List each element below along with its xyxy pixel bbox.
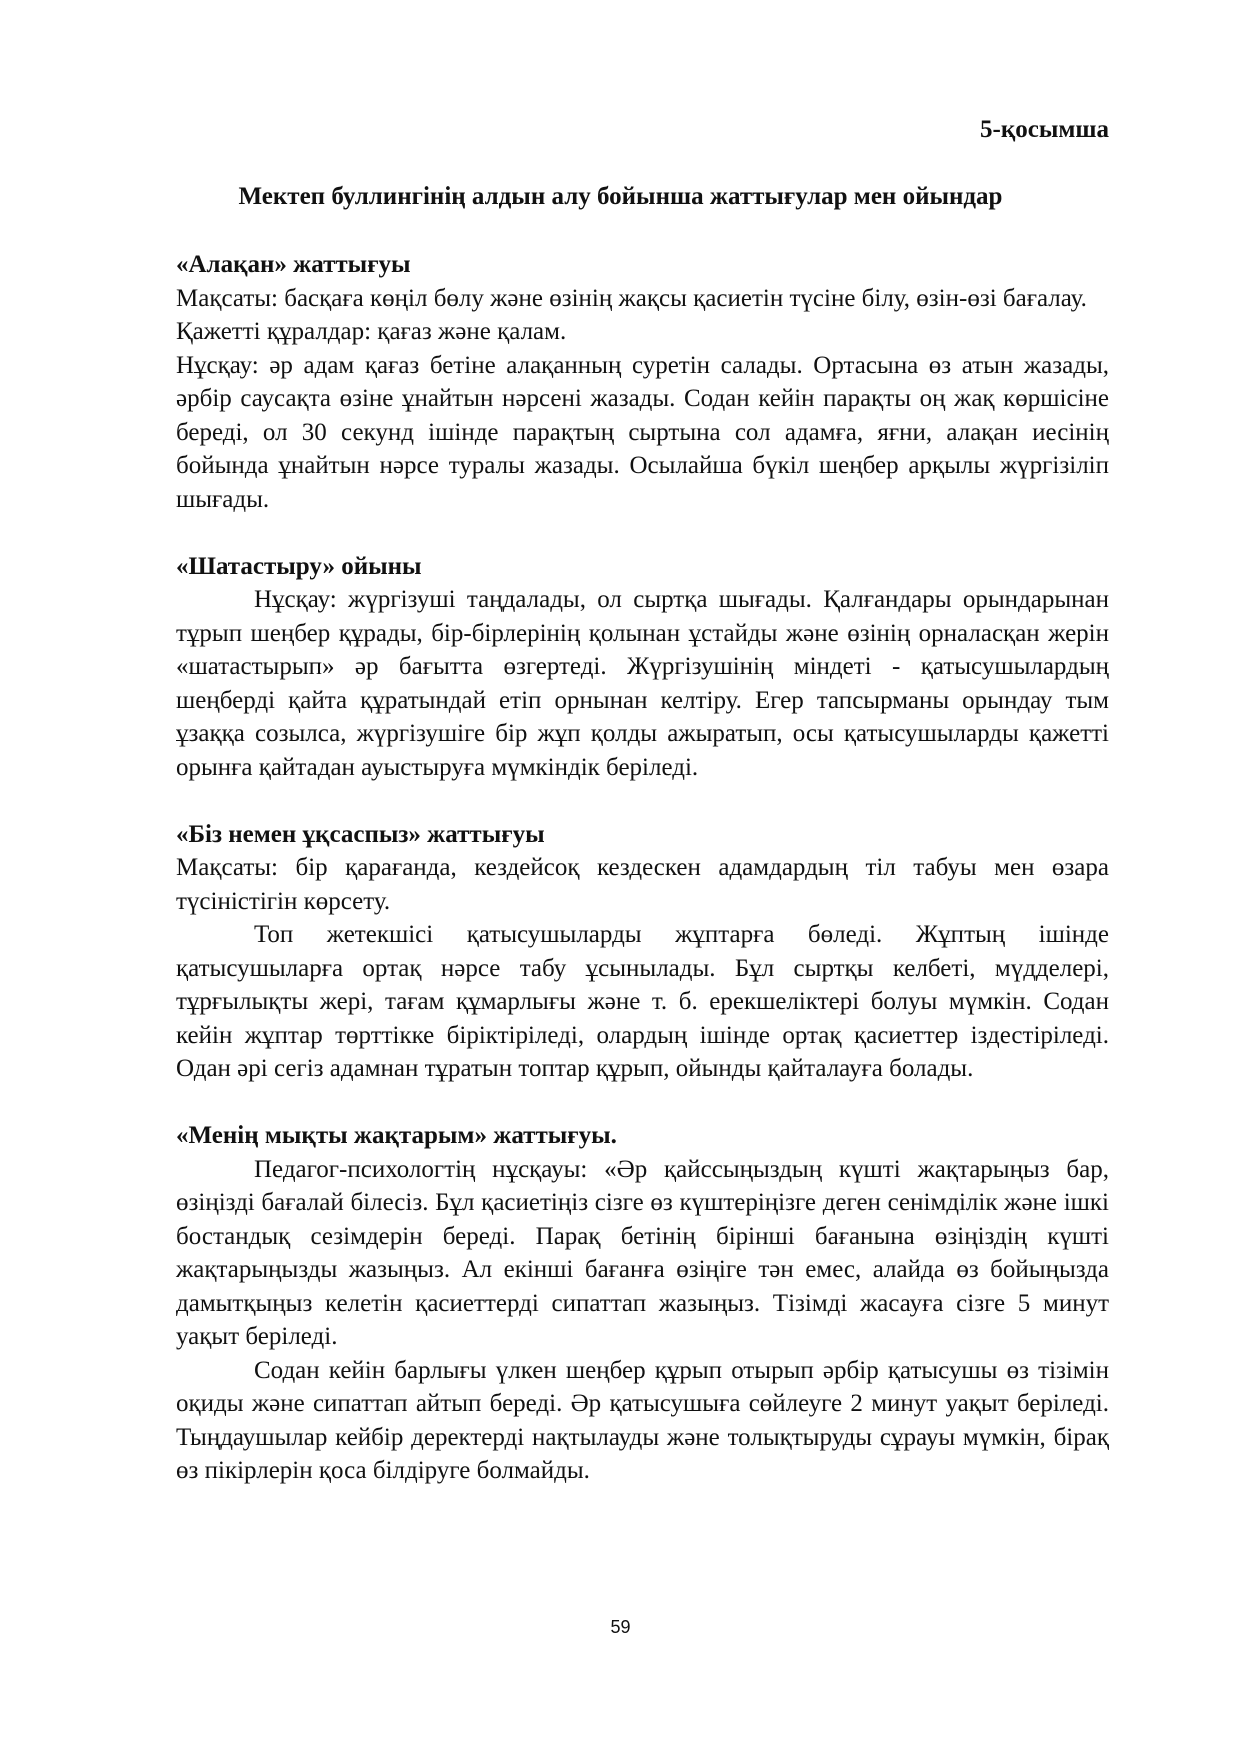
section-shatastyru [176,550,1109,785]
paragraph: Мақсаты: бір қарағанда, кездейсоқ кездескен адамдардың тіл табуы мен өзара түсіністігін көрсету. [176,854,1109,915]
document-title: Мектеп буллингінің алдын алу бойынша жаттығулар мен ойындар [238,183,1003,210]
section-heading: «Шатастыру» ойыны [176,552,422,580]
annex-label: 5-қосымша [980,116,1109,143]
section-biz-nemen-uksaspyz [176,818,1109,1086]
document-body [176,248,1109,1521]
paragraph: Нұсқау: әр адам қағаз бетіне алақанның суретін салады. Ортасына өз атын жазады, әрбір саусақта өзіне ұнайтын нәрсені жазады. Содан кейін парақты оң жақ көршісіне береді, ол 30 секунд ішінде парақтың сыртына сол адамға, яғни, алақан иесінің бойында ұнайтын нәрсе туралы жазады. Осылайша бүкіл шеңбер арқылы жүргізіліп шығады. [176,351,1109,513]
paragraph: Мақсаты: басқаға көңіл бөлу және өзінің жақсы қасиетін түсіне білу, өзін-өзі бағалау. [176,284,1087,312]
paragraph: Содан кейін барлығы үлкен шеңбер құрып отырып әрбір қатысушы өз тізімін оқиды және сипаттап айтып береді. Әр қатысушыға сөйлеуге 2 минут уақыт беріледі. Тыңдаушылар кейбір деректерді нақтылауды және толықтыруды сұрауы мүмкін, бірақ өз пікірлерін қоса білдіруге болмайды. [176,1356,1109,1484]
section-heading: «Менің мықты жақтарым» жаттығуы. [176,1122,617,1149]
paragraph: Топ жетекшісі қатысушыларды жұптарға бөледі. Жұптың ішінде қатысушыларға ортақ нәрсе табу ұсынылады. Бұл сыртқы келбеті, мүдделері, тұрғылықты жері, тағам құмарлығы және т. б. ерекшеліктері болуы мүмкін. Содан кейін жұптар төрттікке біріктіріледі, олардың ішінде ортақ қасиеттер іздестіріледі. Одан әрі сегіз адамнан тұратын топтар құрып, ойынды қайталауға болады. [176,921,1109,1082]
page-number: 59 [610,1617,631,1637]
section-heading: «Алақан» жаттығуы [176,251,411,278]
paragraph: Педагог-психологтің нұсқауы: «Әр қайссыңыздың күшті жақтарыңыз бар, өзіңізді бағалай білесіз. Бұл қасиетіңіз сізге өз күштеріңізге деген сенімділік және ішкі бостандық сезімдерін береді. Парақ бетінің бірінші бағанына өзіңіздің күшті жақтарыңызды жазыңыз. Ал екінші бағанға өзіңіге тән емес, алайда өз бойыңызда дамытқыңыз келетін қасиеттерді сипаттап жазыңыз. Тізімді жасауға сізге 5 минут уақыт беріледі. [176,1155,1109,1350]
section-heading: «Біз немен ұқсаспыз» жаттығуы [176,820,545,848]
section-alakan [176,248,1109,516]
section-menin-mykty-zhaktarym [176,1119,1109,1488]
paragraph: Нұсқау: жүргізуші таңдалады, ол сыртқа шығады. Қалғандары орындарынан тұрып шеңбер құрады, бір-бірлерінің қолынан ұстайды және өзінің орналасқан жерін «шатастырып» әр бағытта өзгертеді. Жүргізушінің міндеті - қатысушылардың шеңберді қайта құратындай етіп орнынан келтіру. Егер тапсырманы орындау тым ұзаққа созылса, жүргізушіге бір жұп қолды ажыратып, осы қатысушыларды қажетті орынға қайтадан ауыстыруға мүмкіндік беріледі. [176,586,1109,781]
paragraph: Қажетті құралдар: қағаз және қалам. [176,318,567,345]
